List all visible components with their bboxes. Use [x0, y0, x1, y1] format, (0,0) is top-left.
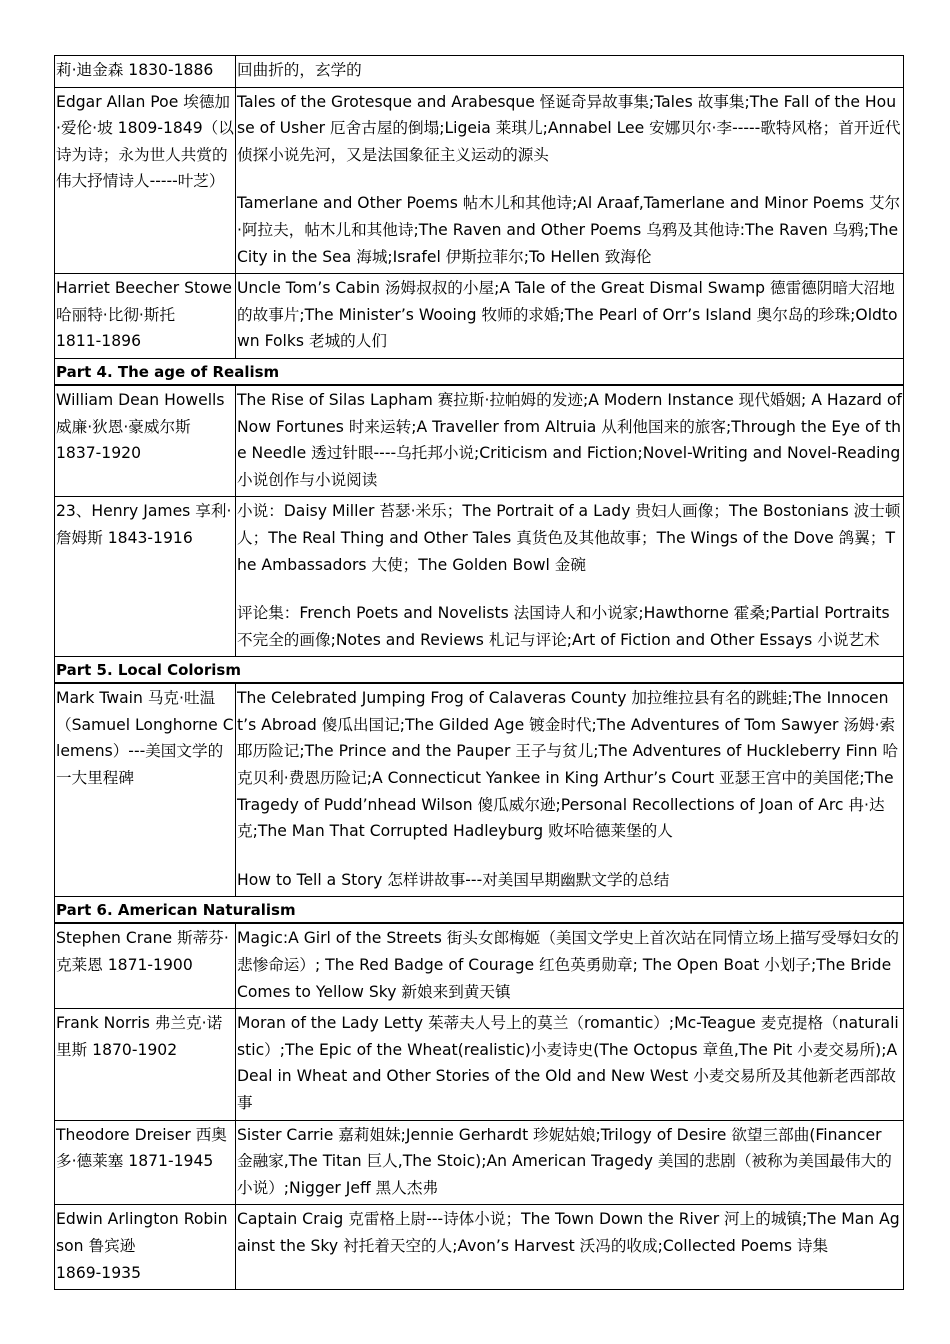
table-row — [55, 923, 904, 1008]
table-row — [55, 683, 904, 897]
works-cell: Moran of the Lady Letty 茱蒂夫人号上的莫兰（romantic）;Mc-Teague 麦克提格（naturalistic）;The Epic of the Wheat(realistic)小麦诗史(The Octopus 章鱼,The Pit 小麦交易所);A Deal in Wheat and Other Stories of the Old and New West 小麦交易所及其他新老西部故事 — [236, 1009, 904, 1120]
works-cell — [236, 87, 904, 274]
works-paragraph: Tamerlane and Other Poems 帖木儿和其他诗;Al Araaf,Tamerlane and Minor Poems 艾尔·阿拉夫，帖木儿和其他诗;The Raven and Other Poems 乌鸦及其他诗:The Raven 乌鸦;The City in the Sea 海城;Israfel 伊斯拉菲尔;To Hellen 致海伦 — [237, 194, 901, 266]
works-cell — [236, 683, 904, 897]
section-header-row — [55, 897, 904, 924]
works-cell: Uncle Tom’s Cabin 汤姆叔叔的小屋;A Tale of the Great Dismal Swamp 德雷德阴暗大沼地的故事片;The Minister’s Wooing 牧师的求婚;The Pearl of Orr’s Island 奥尔岛的珍珠;Oldtown Folks 老城的人们 — [236, 274, 904, 359]
works-paragraph: How to Tell a Story 怎样讲故事---对美国早期幽默文学的总结 — [237, 870, 670, 889]
table-row — [55, 1205, 904, 1290]
works-cell: Sister Carrie 嘉莉姐妹;Jennie Gerhardt 珍妮姑娘;Trilogy of Desire 欲望三部曲(Financer 金融家,The Titan 巨人,The Stoic);An American Tragedy 美国的悲剧（被称为美国最伟大的小说）;Nigger Jeff 黑人杰弗 — [236, 1120, 904, 1205]
author-cell: Mark Twain 马克·吐温（Samuel Longhorne Clemens）---美国文学的一大里程碑 — [55, 683, 236, 897]
works-cell: 回曲折的，玄学的 — [236, 56, 904, 88]
section-title: Part 5. Local Colorism — [55, 657, 904, 684]
works-cell: Captain Craig 克雷格上尉---诗体小说；The Town Down the River 河上的城镇;The Man Against the Sky 衬托着天空的人;Avon’s Harvest 沃冯的收成;Collected Poems 诗集 — [236, 1205, 904, 1290]
author-cell: 莉·迪金森 1830-1886 — [55, 56, 236, 88]
table-row — [55, 87, 904, 274]
table-row — [55, 385, 904, 497]
section-header-row — [55, 358, 904, 385]
works-paragraph: The Celebrated Jumping Frog of Calaveras County 加拉维拉县有名的跳蛙;The Innocent’s Abroad 傻瓜出国记;The Gilded Age 镀金时代;The Adventures of Tom Sawyer 汤姆·索耶历险记;The Prince and the Pauper 王子与贫儿;The Adventures of Huckleberry Finn 哈克贝利·费恩历险记;A Connecticut Yankee in King Arthur’s Court 亚瑟王宫中的美国佬;The Tragedy of Pudd’nhead Wilson 傻瓜威尔逊;Personal Recollections of Joan of Arc 冉·达克;The Man That Corrupted Hadleyburg 败坏哈德莱堡的人 — [237, 689, 899, 841]
table-row — [55, 1120, 904, 1205]
works-paragraph: 评论集：French Poets and Novelists 法国诗人和小说家;Hawthorne 霍桑;Partial Portraits 不完全的画像;Notes and Reviews 札记与评论;Art of Fiction and Other Essays 小说艺术 — [237, 604, 890, 649]
table-row — [55, 56, 904, 88]
works-paragraph: 小说：Daisy Miller 苔瑟·米乐；The Portrait of a Lady 贵妇人画像；The Bostonians 波士顿人；The Real Thing and Other Tales 真货色及其他故事；The Wings of the Dove 鸽翼；The Ambassadors 大使；The Golden Bowl 金碗 — [237, 502, 901, 574]
table-row — [55, 274, 904, 359]
author-cell: Stephen Crane 斯蒂芬·克莱恩 1871-1900 — [55, 923, 236, 1008]
section-title: Part 4. The age of Realism — [55, 358, 904, 385]
author-cell: Frank Norris 弗兰克·诺里斯 1870-1902 — [55, 1009, 236, 1120]
works-cell: Magic:A Girl of the Streets 街头女郎梅姬（美国文学史上首次站在同情立场上描写受辱妇女的悲惨命运）; The Red Badge of Courage 红色英勇勋章; The Open Boat 小划子;The Bride Comes to Yellow Sky 新娘来到黄天镇 — [236, 923, 904, 1008]
works-paragraph: Tales of the Grotesque and Arabesque 怪诞奇异故事集;Tales 故事集;The Fall of the House of Usher 厄舍古屋的倒塌;Ligeia 莱琪儿;Annabel Lee 安娜贝尔·李-----歌特风格；首开近代侦探小说先河，又是法国象征主义运动的源头 — [237, 92, 901, 164]
author-cell: Edgar Allan Poe 埃德加·爱伦·坡 1809-1849（以诗为诗；永为世人共赏的伟大抒情诗人-----叶芝） — [55, 87, 236, 274]
table-row — [55, 1009, 904, 1120]
works-cell — [236, 497, 904, 657]
author-cell: Harriet Beecher Stowe 哈丽特·比彻·斯托 1811-1896 — [55, 274, 236, 359]
author-cell: Edwin Arlington Robinson 鲁宾逊 1869-1935 — [55, 1205, 236, 1290]
literature-table — [54, 55, 904, 1290]
table-row — [55, 497, 904, 657]
section-header-row — [55, 657, 904, 684]
author-cell: William Dean Howells 威廉·狄恩·豪威尔斯 1837-1920 — [55, 385, 236, 497]
works-cell: The Rise of Silas Lapham 赛拉斯·拉帕姆的发迹;A Modern Instance 现代婚姻; A Hazard of Now Fortunes 时来运转;A Traveller from Altruia 从利他国来的旅客;Through the Eye of the Needle 透过针眼----乌托邦小说;Criticism and Fiction;Novel-Writing and Novel-Reading 小说创作与小说阅读 — [236, 385, 904, 497]
author-cell: Theodore Dreiser 西奥多·德莱塞 1871-1945 — [55, 1120, 236, 1205]
author-cell: 23、Henry James 享利·詹姆斯 1843-1916 — [55, 497, 236, 657]
section-title: Part 6. American Naturalism — [55, 897, 904, 924]
